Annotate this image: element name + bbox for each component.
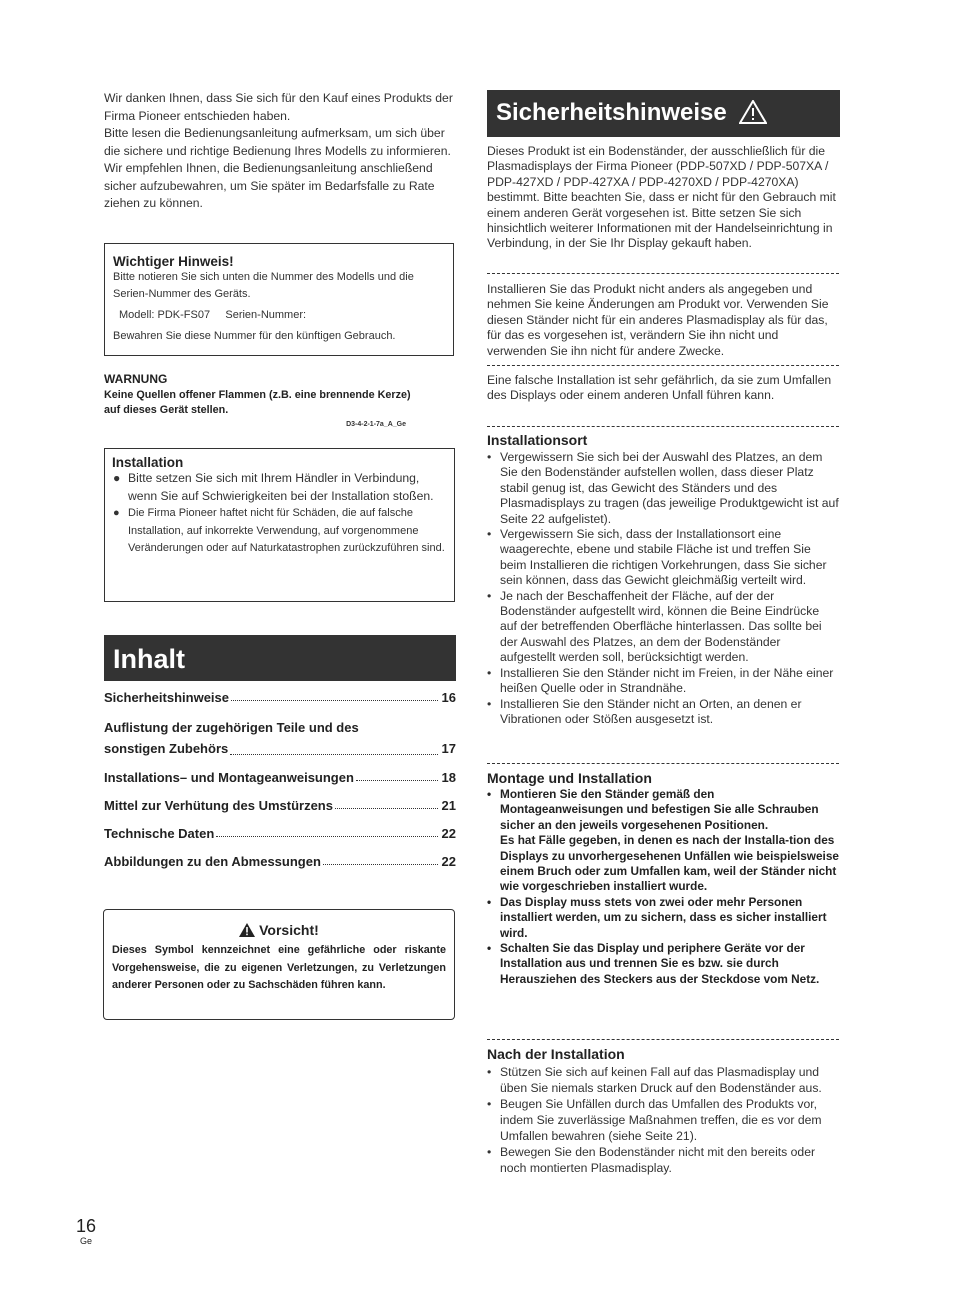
page-number: 16 <box>76 1216 97 1236</box>
intro-line: Bitte lesen die Bedienungsanleitung aufmerksam, um sich über die sichere und richtige Bedienung Ihres Modells zu informieren. <box>104 126 451 158</box>
list-item: • Installieren Sie den Ständer nicht im Freien, in der Nähe einer heißen Quelle oder in Strandnähe. <box>487 665 834 696</box>
warning-code: D3-4-2-1-7a_A_Ge <box>346 421 406 428</box>
important-note-title: Wichtiger Hinweis! <box>113 254 234 269</box>
safety-heading: Sicherheitshinweise <box>487 90 840 137</box>
safety-paragraph-3: Eine falsche Installation ist sehr gefährlich, da sie zum Umfallen des Displays oder einem anderen Unfall führen kann. <box>487 373 832 403</box>
installation-box <box>104 448 455 602</box>
important-note-text: Bitte notieren Sie sich unten die Nummer des Modells und die Serien-Nummer des Geräts. <box>113 271 414 300</box>
list-item: • Stützen Sie sich auf keinen Fall auf das Plasmadisplay und üben Sie niemals starken Druck auf den Bodenständer aus. <box>487 1065 822 1095</box>
list-item: • Vergewissern Sie sich bei der Auswahl des Platzes, an dem Sie den Bodenständer aufstellen wollen, dass dieser Platz stabil genug ist, das Gewicht des Ständers und des Plasmadisplays zu tragen (das jeweilige Produktgewicht ist auf Seite 22 aufgelistet). <box>487 450 839 526</box>
intro-line: Wir danken Ihnen, dass Sie sich für den Kauf eines Produkts der Firma Pioneer entschieden haben. <box>104 91 453 123</box>
inhalt-heading: Inhalt <box>104 635 456 681</box>
safety-paragraph-1: Dieses Produkt ist ein Bodenständer, der ausschließlich für die Plasmadisplays der Firma Pioneer (PDP-507XD / PDP-507XA / PDP-427XD / PDP-427XA / PDP-4270XD / PDP-4270XA) bestimmt. Bitte beachten Sie, dass er nicht für den Gebrauch mit einem anderen Gerät vorgesehen ist. Bitte setzen Sie sich hinsichtlich weiterer Informationen mit der Handelseinrichtung in Verbindung, in der Sie Ihr Display gekauft haben. <box>487 144 836 251</box>
dashed-divider <box>487 365 839 366</box>
dashed-divider <box>487 273 839 274</box>
dashed-divider <box>487 763 839 764</box>
list-item: • Bewegen Sie den Bodenständer nicht mit den bereits oder noch montierten Plasmadisplay. <box>487 1145 816 1175</box>
nach-installation-list <box>487 1064 839 1176</box>
list-item: • Installieren Sie den Ständer nicht an Orten, an denen er Vibrationen oder Stößen ausgesetzt ist. <box>487 696 802 726</box>
table-of-contents <box>104 690 456 869</box>
caution-text: Dieses Symbol kennzeichnet eine gefährliche oder riskante Vorgehensweise, die zu eigenen Verletzungen, zu Verletzungen anderer Personen oder zu Sachschäden führen kann. <box>112 944 446 991</box>
warning-triangle-icon <box>739 100 767 124</box>
intro-text <box>104 90 454 213</box>
installation-title: Installation <box>112 455 184 470</box>
list-item: • Je nach der Beschaffenheit der Fläche, auf der der Bodenständer aufgestellt wird, können die Beine Eindrücke auf der betreffenden Oberfläche hinterlassen. Das sollte bei der Auswahl des Platzes, an dem der Bodenständer aufgestellt werden soll, berücksichtigt werden. <box>487 588 822 665</box>
caution-box <box>103 909 455 1020</box>
dashed-divider <box>487 426 839 427</box>
installation-item: ● Bitte setzen Sie sich mit Ihrem Händler in Verbindung, wenn Sie auf Schwierigkeiten bei der Installation stoßen. <box>113 471 434 503</box>
toc-entry[interactable]: Mittel zur Verhütung des Umstürzens 21 <box>104 798 456 813</box>
warning-text: Keine Quellen offener Flammen (z.B. eine brennende Kerze) auf dieses Gerät stellen. <box>104 389 411 416</box>
toc-entry[interactable]: Auflistung der zugehörigen Teile und des sonstigen Zubehörs 17 <box>104 720 456 756</box>
list-item: • Montieren Sie den Ständer gemäß den Montageanweisungen und befestigen Sie alle Schrauben sicher an den jeweils vorgesehenen Positionen. <box>487 787 819 832</box>
toc-entry[interactable]: Sicherheitshinweise 16 <box>104 690 456 705</box>
safety-paragraph-2: Installieren Sie das Produkt nicht anders als angegeben und nehmen Sie keine Änderungen am Produkt vor. Verwenden Sie diesen Ständer nicht für ein anderes Plasmadisplay als für das, für das es vorgesehen ist, verändern Sie ihn nicht und verwenden Sie ihn nicht für andere Zwecke. <box>487 282 829 358</box>
important-note-box <box>104 243 454 356</box>
installation-item: ● Die Firma Pioneer haftet nicht für Schäden, die auf falsche Installation, auf inkorrekte Verwendung, auf vorgenommene Veränderungen oder auf Naturkatastrophen zurückzuführen sind. <box>113 507 445 554</box>
list-item: • Beugen Sie Unfällen durch das Umfallen des Produkts vor, indem Sie zuverlässige Maßnahmen treffen, die es vor dem Umfallen bewahren (siehe Seite 21). <box>487 1097 822 1143</box>
warning-title: WARNUNG <box>104 372 168 386</box>
bullet-icon: ● <box>113 471 121 485</box>
keep-number-text: Bewahren Sie diese Nummer für den künftigen Gebrauch. <box>113 330 396 342</box>
list-item: • Das Display muss stets von zwei oder mehr Personen installiert werden, um zu sichern, dass es sicher installiert wird. <box>487 894 827 940</box>
intro-line: Wir empfehlen Ihnen, die Bedienungsanleitung anschließend sicher aufzubewahren, um Sie später im Bedarfsfalle zu Rate ziehen zu können. <box>104 161 435 210</box>
nach-installation-heading: Nach der Installation <box>487 1046 625 1062</box>
warning-block <box>104 372 414 428</box>
toc-entry[interactable]: Installations– und Montageanweisungen 18 <box>104 770 456 785</box>
model-serial-line: Modell: PDK-FS07 Serien-Nummer: <box>119 309 307 321</box>
caution-title: Vorsicht! <box>112 922 446 938</box>
installationsort-heading: Installationsort <box>487 432 588 448</box>
montage-list <box>487 787 839 987</box>
toc-entry[interactable]: Abbildungen zu den Abmessungen 22 <box>104 854 456 869</box>
warning-triangle-icon <box>239 923 255 937</box>
list-item: • Vergewissern Sie sich, dass der Installationsort eine waagerechte, ebene und stabile Fläche ist und treffen Sie beim Installieren die richtigen Vorkehrungen, dass Sie sicher sein können, dass das Gewicht gleichmäßig verteilt wird. <box>487 527 827 588</box>
montage-heading: Montage und Installation <box>487 770 652 786</box>
bullet-icon: ● <box>113 507 120 519</box>
installationsort-list <box>487 450 839 727</box>
list-item-continuation: Es hat Fälle gegeben, in denen es nach der Installa-tion des Displays zu unvorhergesehenen Unfällen wie beispielsweise einem Bruch oder zum Umfallen kam, weil der Ständer nicht wie vorgeschrieben installiert wurde. <box>500 833 839 894</box>
language-code: Ge <box>80 1236 93 1246</box>
dashed-divider <box>487 1039 839 1040</box>
list-item: • Schalten Sie das Display und periphere Geräte vor der Installation aus und trennen Sie es bzw. sie durch Herausziehen des Steckers aus der Steckdose vom Netz. <box>487 941 820 986</box>
toc-entry[interactable]: Technische Daten 22 <box>104 826 456 841</box>
